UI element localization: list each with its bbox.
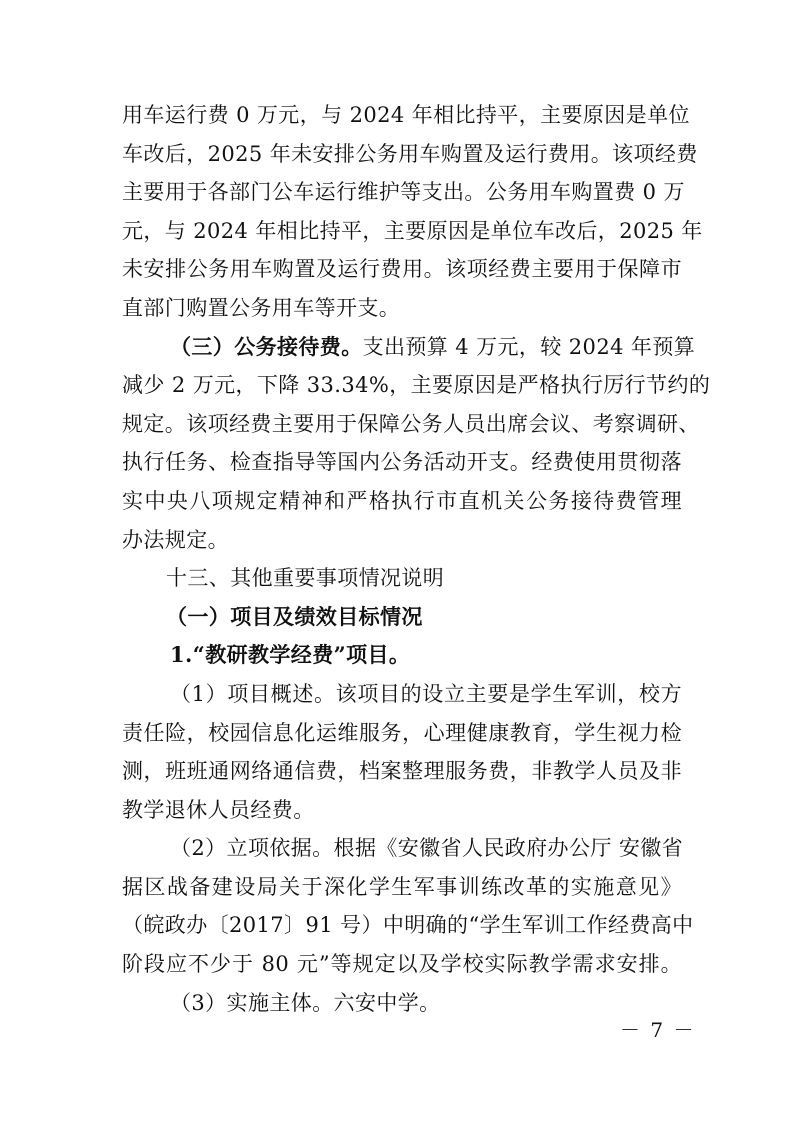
section-heading: 十三、其他重要事项情况说明 (166, 566, 445, 591)
text-line: 车改后，2025 年未安排公务用车购置及运行费用。该项经费 (122, 141, 698, 166)
text-line: 实中央八项规定精神和严格执行市直机关公务接待费管理 (122, 488, 682, 513)
text-line: 规定。该项经费主要用于保障公务人员出席会议、考察调研、 (122, 411, 700, 436)
text-line: 阶段应不少于 80 元”等规定以及学校实际教学需求安排。 (122, 952, 682, 977)
text-line: （2）立项依据。根据《安徽省人民政府办公厅 安徽省 (170, 836, 684, 861)
document-body (122, 96, 711, 1022)
text-line: 办法规定。 (122, 527, 229, 552)
project-heading: 1.“教研教学经费”项目。 (170, 642, 411, 668)
text-line: 减少 2 万元，下降 33.34%，主要原因是严格执行厉行节约的 (122, 373, 711, 398)
text-line: 据区战备建设局关于深化学生军事训练改革的实施意见》 (122, 874, 682, 899)
text-line: 直部门购置公务用车等开支。 (122, 295, 401, 320)
text-line: 主要用于各部门公车运行维护等支出。公务用车购置费 0 万 (122, 180, 685, 205)
text-line: 教学退休人员经费。 (122, 797, 315, 822)
paragraph-reception-fee (122, 328, 696, 367)
text-line: 元，与 2024 年相比持平，主要原因是单位车改后，2025 年 (122, 218, 703, 243)
text-line: 责任险，校园信息化运维服务，心理健康教育，学生视力检 (122, 720, 682, 745)
text-line: 用车运行费 0 万元，与 2024 年相比持平，主要原因是单位 (122, 103, 690, 127)
text-line: 支出预算 4 万元，较 2024 年预算 (362, 334, 696, 359)
text-line: （皖政办〔2017〕91 号）中明确的“学生军训工作经费高中 (122, 913, 694, 938)
text-line: 未安排公务用车购置及运行费用。该项经费主要用于保障市 (122, 257, 682, 282)
text-line: 测，班班通网络通信费，档案整理服务费，非教学人员及非 (122, 759, 682, 784)
text-line: （3）实施主体。六安中学。 (170, 990, 441, 1015)
subsection-heading: （一）项目及绩效目标情况 (166, 603, 423, 629)
text-line: （1）项目概述。该项目的设立主要是学生军训，校方 (170, 681, 682, 706)
section-heading-reception-fee: （三）公务接待费。 (170, 333, 363, 359)
text-line: 执行任务、检查指导等国内公务活动开支。经费使用贯彻落 (122, 450, 682, 475)
page-number: － 7 － (620, 1018, 696, 1042)
